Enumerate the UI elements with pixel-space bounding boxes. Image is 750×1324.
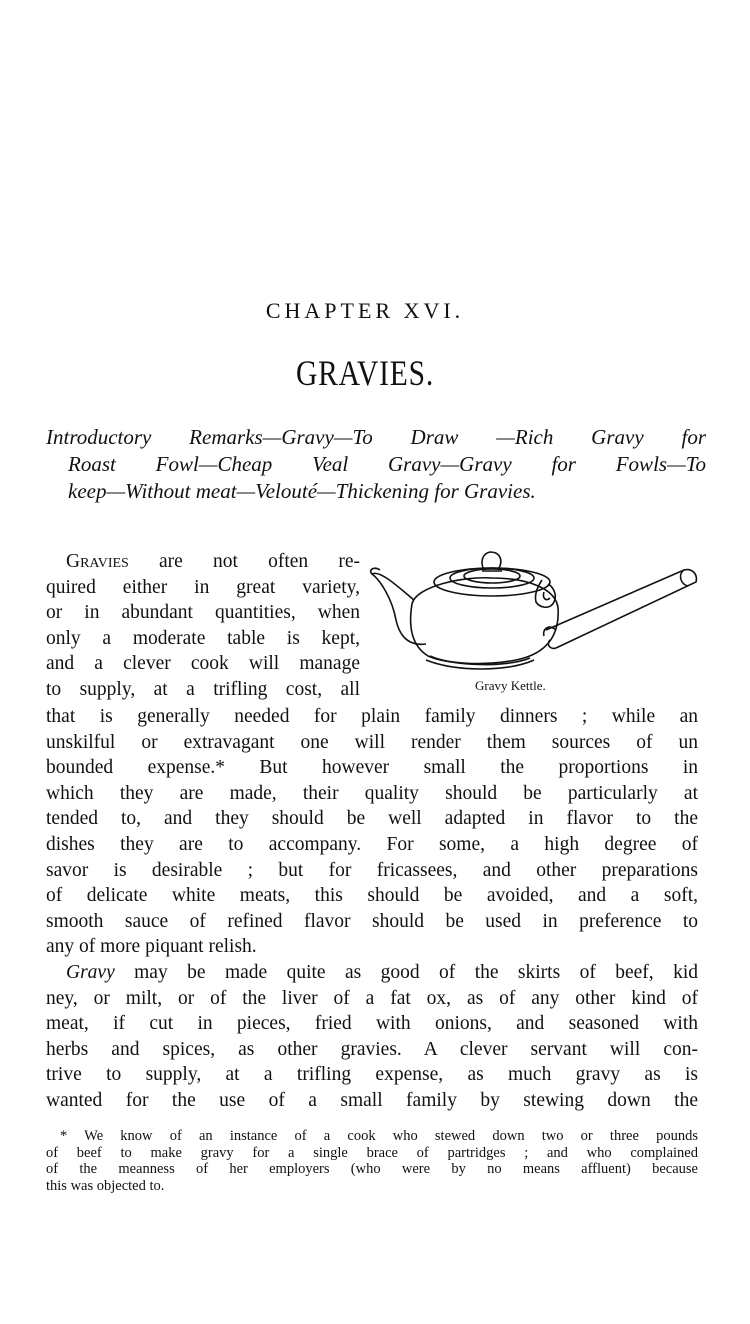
text-line: smooth sauce of refined flavor should be used in preference to <box>46 910 698 932</box>
text-line: that is generally needed for plain family dinners ; while an <box>46 706 698 727</box>
body-paragraphs <box>46 704 698 1114</box>
text-line: unskilful or extravagant one will render them sources of un <box>46 731 698 753</box>
figure-caption: Gravy Kettle. <box>475 678 546 693</box>
text-line: dishes they are to accompany. For some, a high degree of <box>46 833 698 855</box>
text-line: savor is desirable ; but for fricassees, and other preparations <box>46 859 698 881</box>
footnote-line: of beef to make gravy for a single brace of partridges ; and who complained <box>46 1144 698 1161</box>
footnote <box>46 1128 698 1194</box>
text-line: only a moderate table is kept, <box>46 627 360 649</box>
text-line: and a clever cook will manage <box>46 653 360 675</box>
footnote-line: of the meanness of her employers (who were by no means affluent) because <box>46 1161 698 1177</box>
gravy-kettle-illustration <box>366 540 702 696</box>
text-line: ney, or milt, or of the liver of a fat ox, as of any other kind of <box>46 987 698 1009</box>
lead-word: Gravies <box>66 551 129 572</box>
text-line: trive to supply, at a trifling expense, as much gravy as is <box>46 1064 698 1086</box>
contents-line: keep—Without meat—Velouté—Thickening for Gravies. <box>68 479 536 503</box>
text-line: which they are made, their quality should be particularly at <box>46 782 698 804</box>
chapter-title: GRAVIES. <box>295 353 435 393</box>
text-line: any of more piquant relish. <box>46 936 257 958</box>
text-line: bounded expense.* But however small the proportions in <box>46 757 698 779</box>
contents-line: Roast Fowl—Cheap Veal Gravy—Gravy for Fowls—To <box>68 452 706 476</box>
text-line: tended to, and they should be well adapted in flavor to the <box>46 808 698 830</box>
lead-paragraph <box>46 549 360 703</box>
text-line: Gravies are not often re- <box>66 551 360 572</box>
text-line: herbs and spices, as other gravies. A clever servant will con- <box>46 1038 698 1060</box>
text-line: Gravy may be made quite as good of the skirts of beef, kid <box>66 961 698 983</box>
text-line: or in abundant quantities, when <box>46 602 360 624</box>
text-line: wanted for the use of a small family by stewing down the <box>46 1089 698 1111</box>
text-line: to supply, at a trifling cost, all <box>46 678 360 700</box>
kettle-icon <box>366 540 702 680</box>
text-line: of delicate white meats, this should be avoided, and a soft, <box>46 885 698 907</box>
contents-line: Introductory Remarks—Gravy—To Draw —Rich Gravy for <box>46 425 706 449</box>
chapter-heading: CHAPTER XVI. <box>265 298 465 323</box>
text-line: quired either in great variety, <box>46 576 360 598</box>
emphasis-word: Gravy <box>66 961 115 983</box>
footnote-line: this was objected to. <box>46 1177 165 1194</box>
footnote-line: * We know of an instance of a cook who stewed down two or three pounds <box>60 1128 698 1144</box>
text-line: meat, if cut in pieces, fried with onions, and seasoned with <box>46 1013 698 1035</box>
chapter-contents <box>46 424 706 505</box>
